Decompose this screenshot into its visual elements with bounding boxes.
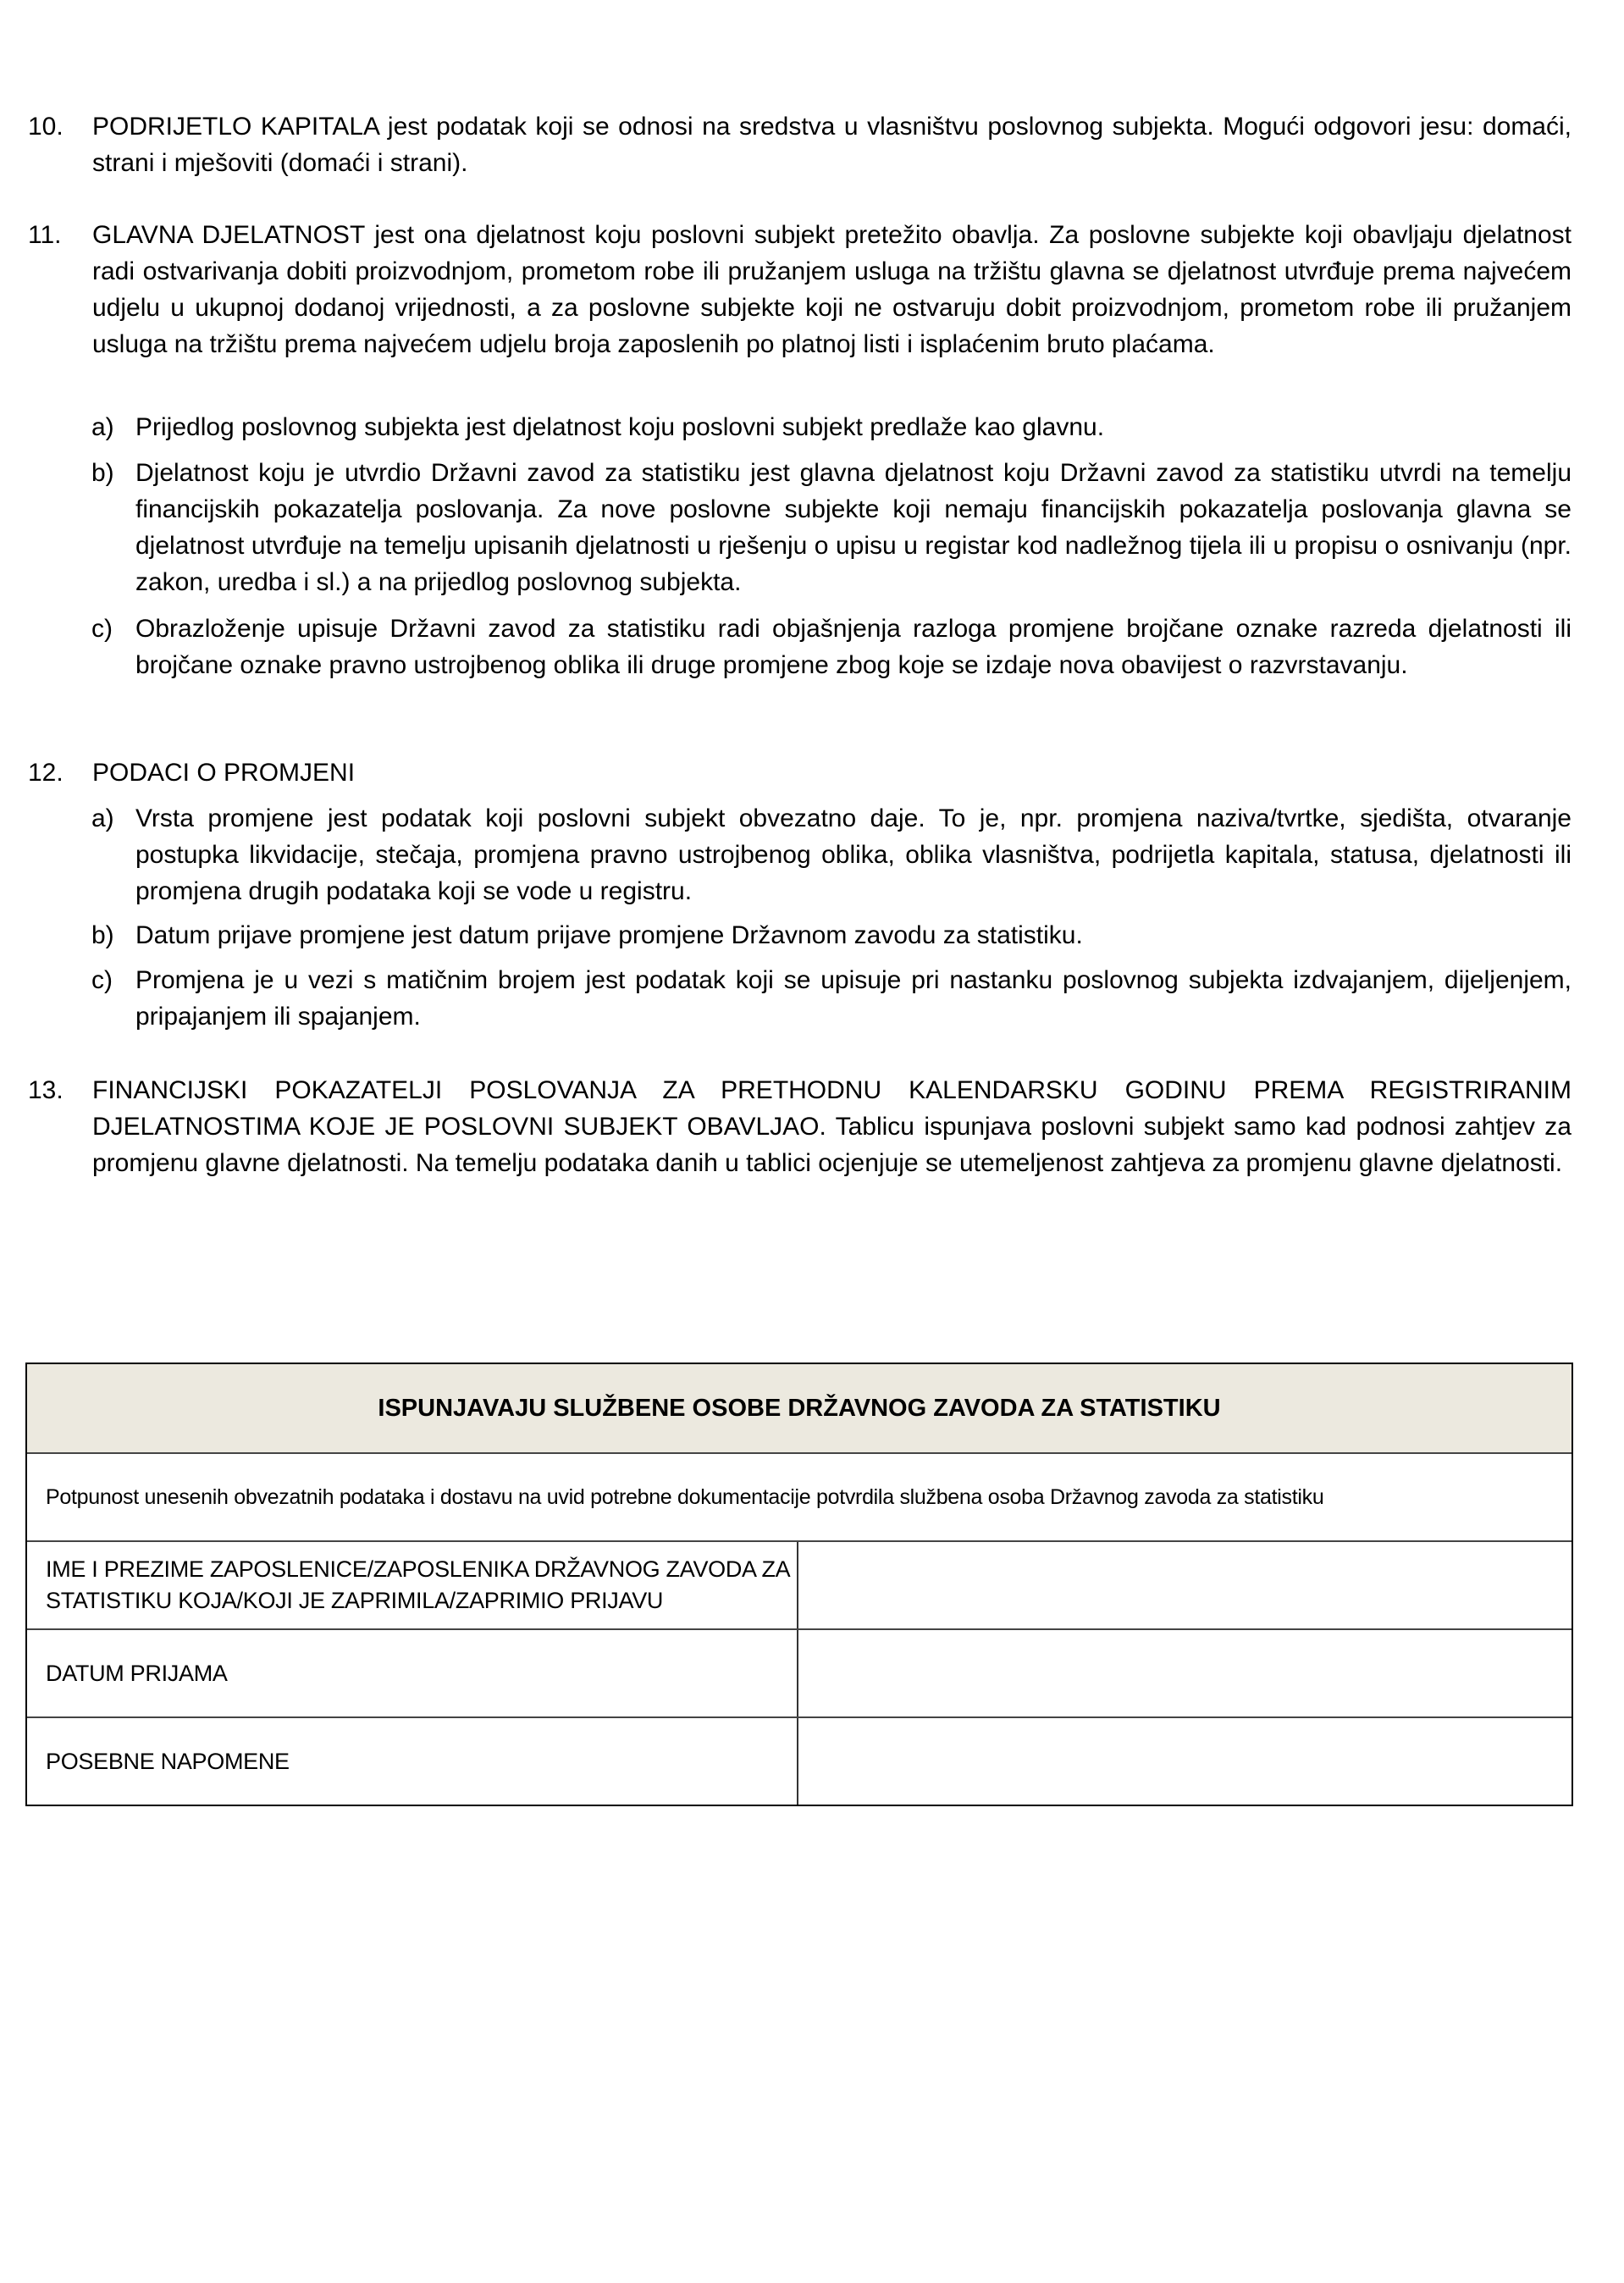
table-row bbox=[27, 1540, 1572, 1628]
official-use-table bbox=[25, 1363, 1573, 1806]
table-row bbox=[27, 1716, 1572, 1805]
item-text: FINANCIJSKI POKAZATELJI POSLOVANJA ZA PRETHODNU KALENDARSKU GODINU PREMA REGISTRIRANIM DJELATNOSTIMA KOJE JE POSLOVNI SUBJEKT OBAVLJAO. Tablicu ispunjava poslovni subjekt samo kad podnosi zahtjev za promjenu glavne djelatnosti. Na temelju podataka danih u tablici ocjenjuje se utemeljenost zahtjeva za promjenu glavne djelatnosti. bbox=[92, 1076, 1572, 1177]
subitem-letter: b) bbox=[91, 921, 114, 949]
subitem-letter: a) bbox=[91, 804, 114, 832]
subitem-text: Prijedlog poslovnog subjekta jest djelatnost koju poslovni subjekt predlaže kao glavnu. bbox=[135, 413, 1105, 441]
employee-name-label: IME I PREZIME ZAPOSLENICE/ZAPOSLENIKA DRŽAVNOG ZAVODA ZA STATISTIKU KOJA/KOJI JE ZAPRIMILA/ZAPRIMIO PRIJAVU bbox=[27, 1542, 798, 1628]
item-text: GLAVNA DJELATNOST jest ona djelatnost koju poslovni subjekt pretežito obavlja. Za poslovne subjekte koji obavljaju djelatnost radi ostvarivanja dobiti proizvodnjom, prometom robe ili pružanjem usluga na tržištu glavna se djelatnost utvrđuje prema najvećem udjelu u ukupnoj dodanoj vrijednosti, a za poslovne subjekte koji ne ostvaruju dobit proizvodnjom, prometom robe ili pružanjem usluga na tržištu prema najvećem udjelu broja zaposlenih po platnoj listi i isplaćenim bruto plaćama. bbox=[92, 221, 1572, 358]
employee-name-field[interactable] bbox=[798, 1542, 1572, 1628]
table-header bbox=[27, 1364, 1572, 1452]
subitem-text: Obrazloženje upisuje Državni zavod za statistiku radi objašnjenja razloga promjene brojčane oznake razreda djelatnosti ili brojčane oznake pravno ustrojbenog oblika ili druge promjene zbog koje se izdaje nova obavijest o razvrstavanju. bbox=[135, 615, 1572, 679]
item-number: 10. bbox=[28, 113, 64, 141]
item-number: 12. bbox=[28, 759, 64, 787]
confirmation-note: Potpunost unesenih obvezatnih podataka i dostavu na uvid potrebne dokumentacije potvrdila službena osoba Državnog zavoda za statistiku bbox=[46, 1484, 1324, 1509]
item-text: PODRIJETLO KAPITALA jest podatak koji se odnosi na sredstva u vlasništvu poslovnog subjekta. Mogući odgovori jesu: domaći, strani i mješoviti (domaći i strani). bbox=[92, 113, 1572, 177]
subitem-letter: c) bbox=[91, 615, 113, 643]
subitem-text: Datum prijave promjene jest datum prijave promjene Državnom zavodu za statistiku. bbox=[135, 921, 1083, 949]
subitem-letter: b) bbox=[91, 459, 114, 487]
subitem-text: Vrsta promjene jest podatak koji poslovni subjekt obvezatno daje. To je, npr. promjena naziva/tvrtke, sjedišta, otvaranje postupka likvidacije, stečaja, promjena pravno ustrojbenog oblika, oblika vlasništva, podrijetla kapitala, statusa, djelatnosti ili promjena drugih podataka koji se vode u registru. bbox=[135, 804, 1572, 905]
special-notes-field[interactable] bbox=[798, 1718, 1572, 1805]
item-text: PODACI O PROMJENI bbox=[92, 759, 356, 787]
table-header-title: ISPUNJAVAJU SLUŽBENE OSOBE DRŽAVNOG ZAVODA ZA STATISTIKU bbox=[378, 1394, 1221, 1422]
receipt-date-field[interactable] bbox=[798, 1630, 1572, 1716]
special-notes-label: POSEBNE NAPOMENE bbox=[27, 1718, 798, 1805]
subitem-text: Djelatnost koju je utvrdio Državni zavod za statistiku jest glavna djelatnost koju Državni zavod za statistiku utvrdi na temelju financijskih pokazatelja poslovanja. Za nove poslovne subjekte koji nemaju financijskih pokazatelja poslovanja glavna se djelatnost utvrđuje na temelju upisanih djelatnosti u rješenju o upisu u registar kod nadležnog tijela ili u propisu o osnivanju (npr. zakon, uredba i sl.) a na prijedlog poslovnog subjekta. bbox=[135, 459, 1572, 596]
subitem-letter: c) bbox=[91, 966, 113, 994]
table-row bbox=[27, 1628, 1572, 1716]
receipt-date-label: DATUM PRIJAMA bbox=[27, 1630, 798, 1716]
item-number: 11. bbox=[28, 221, 62, 249]
subitem-text: Promjena je u vezi s matičnim brojem jest podatak koji se upisuje pri nastanku poslovnog subjekta izdvajanjem, dijeljenjem, pripajanjem ili spajanjem. bbox=[135, 966, 1572, 1031]
item-number: 13. bbox=[28, 1076, 64, 1104]
subitem-letter: a) bbox=[91, 413, 114, 441]
table-note-row bbox=[27, 1452, 1572, 1540]
